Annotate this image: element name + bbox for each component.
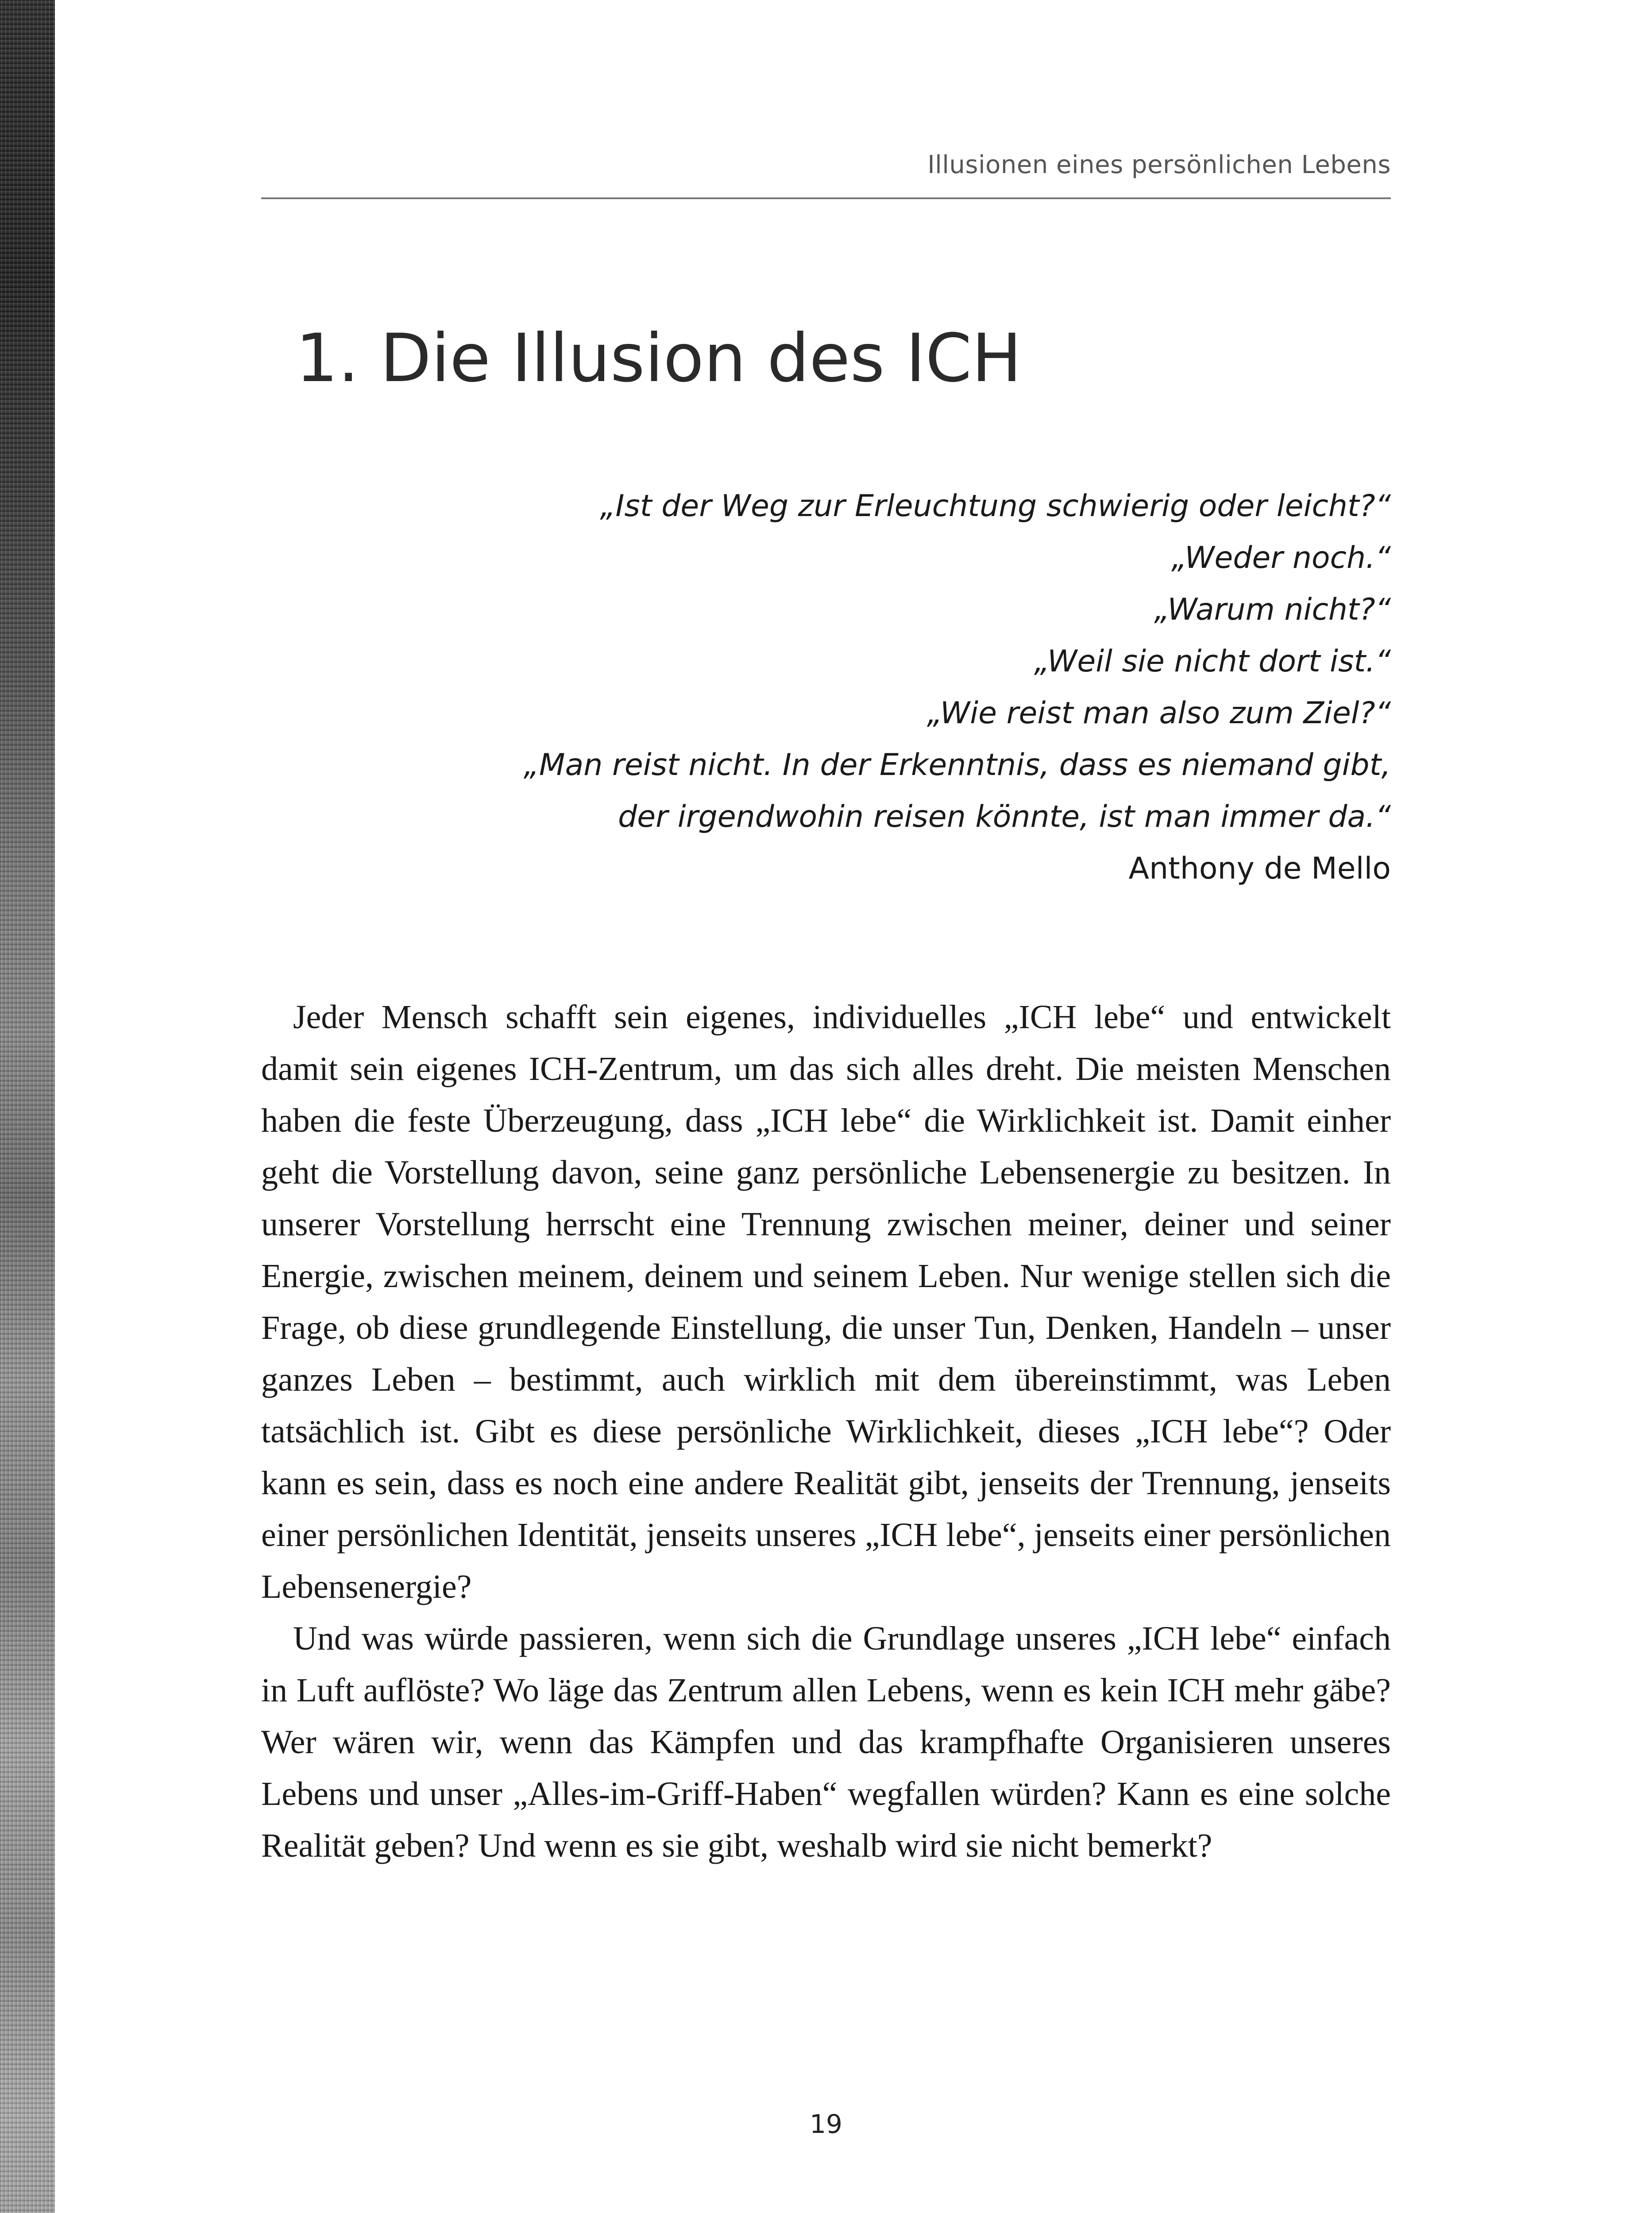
epigraph-line: „Wie reist man also zum Ziel?“ <box>926 696 1391 731</box>
epigraph-attribution: Anthony de Mello <box>1128 851 1391 886</box>
epigraph-line: „Ist der Weg zur Erleuchtung schwierig oder leicht?“ <box>600 489 1391 524</box>
body-text <box>261 991 1391 1872</box>
epigraph-line: „Warum nicht?“ <box>1154 592 1391 627</box>
chapter-title: 1. Die Illusion des ICH <box>296 320 1022 397</box>
running-header: Illusionen eines persönlichen Lebens <box>927 150 1391 179</box>
epigraph <box>240 480 1391 894</box>
body-paragraph: Und was würde passieren, wenn sich die Grundlage unseres „ICH lebe“ einfach in Luft auflöste? Wo läge das Zentrum allen Lebens, wenn es kein ICH mehr gäbe? Wer wären wir, wenn das Kämpfen und das krampfhafte Organisieren unseres Lebens und unser „Alles-im-Griff-Haben“ wegfallen würden? Kann es eine solche Realität geben? Und wenn es sie gibt, weshalb wird sie nicht bemerkt? <box>261 1620 1391 1864</box>
epigraph-line: „Weder noch.“ <box>1171 540 1391 575</box>
page-number: 19 <box>810 2109 842 2139</box>
epigraph-line: der irgendwohin reisen könnte, ist man immer da.“ <box>618 799 1391 834</box>
header-rule <box>261 197 1391 199</box>
body-paragraph: Jeder Mensch schafft sein eigenes, individuelles „ICH lebe“ und entwickelt damit sein eigenes ICH-Zentrum, um das sich alles dreht. Die meisten Menschen haben die feste Überzeugung, dass „ICH lebe“ die Wirklichkeit ist. Damit einher geht die Vorstellung davon, seine ganz persönliche Lebensenergie zu besitzen. In unserer Vorstellung herrscht eine Trennung zwischen meiner, deiner und seiner Energie, zwischen meinem, deinem und seinem Leben. Nur wenige stellen sich die Frage, ob diese grundlegende Einstellung, die unser Tun, Denken, Handeln – unser ganzes Leben – bestimmt, auch wirklich mit dem übereinstimmt, was Leben tatsächlich ist. Gibt es diese persönliche Wirklichkeit, dieses „ICH lebe“? Oder kann es sein, dass es noch eine andere Realität gibt, jenseits der Trennung, jenseits einer persönlichen Identität, jenseits unseres „ICH lebe“, jenseits einer persönlichen Lebensenergie? <box>261 999 1391 1605</box>
epigraph-line: „Weil sie nicht dort ist.“ <box>1034 644 1391 679</box>
epigraph-line: „Man reist nicht. In der Erkenntnis, dass es niemand gibt, <box>523 748 1391 783</box>
edge-photo-strip <box>0 0 55 2213</box>
